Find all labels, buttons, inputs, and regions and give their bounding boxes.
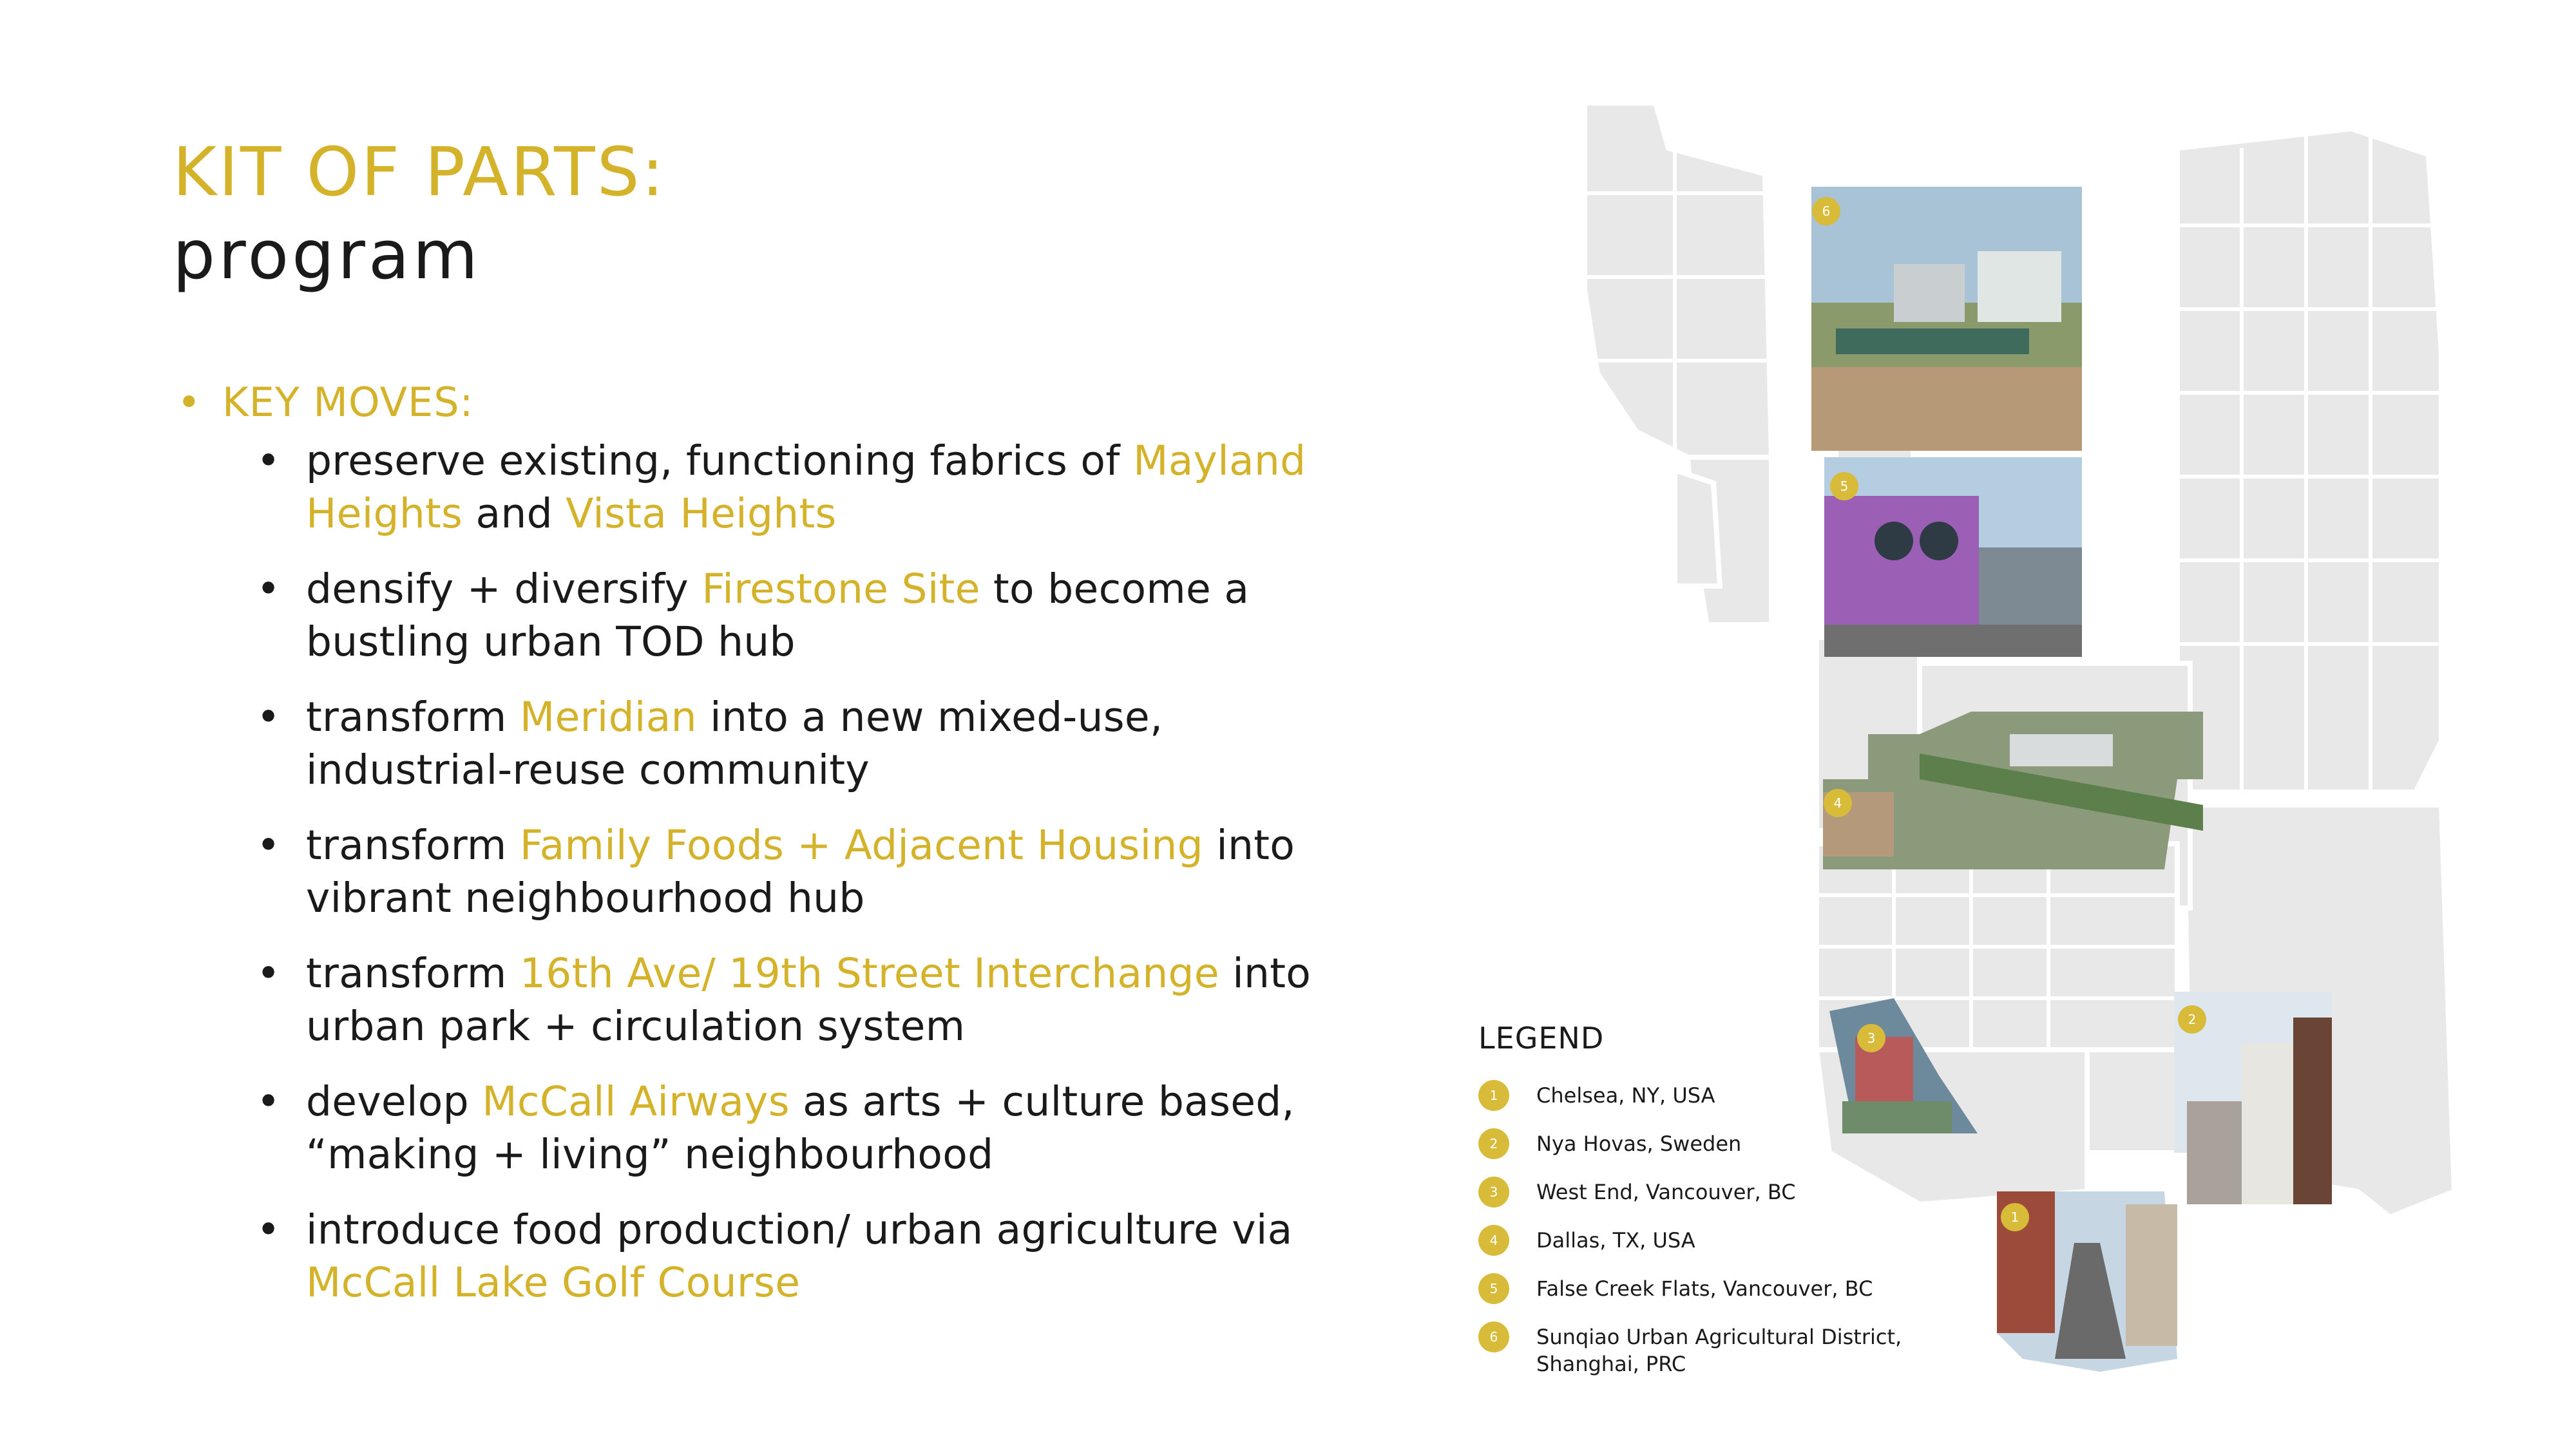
bullet-icon: • [256, 1206, 281, 1253]
svg-text:6: 6 [1822, 204, 1831, 219]
key-moves-list [251, 435, 1321, 1332]
legend [1478, 1021, 1923, 1392]
key-moves-heading: • KEY MOVES: [177, 379, 474, 426]
legend-item [1478, 1321, 1923, 1392]
legend-label: Nya Hovas, Sweden [1536, 1132, 1742, 1156]
bullet-icon: • [256, 1078, 281, 1125]
list-item: • preserve existing, functioning fabrics of Mayland Heights and Vista Heights [251, 435, 1321, 540]
photo-panel-6 [1811, 187, 2082, 451]
legend-number-badge: 1 [1478, 1080, 1509, 1111]
list-item: • introduce food production/ urban agriculture via McCall Lake Golf Course [251, 1204, 1321, 1309]
legend-number-badge: 5 [1478, 1273, 1509, 1304]
bullet-icon: • [256, 950, 281, 997]
legend-number-badge: 2 [1478, 1128, 1509, 1159]
legend-item [1478, 1273, 1923, 1321]
svg-text:4: 4 [1833, 795, 1842, 811]
list-item: • transform Family Foods + Adjacent Housing into vibrant neighbourhood hub [251, 819, 1321, 925]
legend-item [1478, 1128, 1923, 1177]
legend-title: LEGEND [1478, 1021, 1605, 1056]
bullet-icon: • [177, 379, 202, 426]
legend-label: False Creek Flats, Vancouver, BC [1536, 1276, 1873, 1301]
legend-number-badge: 6 [1478, 1321, 1509, 1352]
photo-panel-4 [1823, 712, 2203, 869]
list-item: • develop McCall Airways as arts + culture based, “making + living” neighbourhood [251, 1075, 1321, 1181]
bullet-icon: • [256, 565, 281, 612]
list-item: • transform 16th Ave/ 19th Street Interchange into urban park + circulation system [251, 947, 1321, 1053]
slide-title [173, 132, 666, 296]
svg-text:3: 3 [1867, 1030, 1876, 1046]
list-item: • densify + diversify Firestone Site to become a bustling urban TOD hub [251, 563, 1321, 668]
title-line-1: KIT OF PARTS: [173, 133, 666, 211]
svg-text:1: 1 [2010, 1209, 2019, 1225]
legend-number-badge: 3 [1478, 1177, 1509, 1208]
bullet-icon: • [256, 822, 281, 869]
legend-item [1478, 1080, 1923, 1128]
legend-label: Sunqiao Urban Agricultural District, Shanghai, PRC [1536, 1325, 1902, 1376]
legend-label: Dallas, TX, USA [1536, 1228, 1695, 1253]
legend-item [1478, 1177, 1923, 1225]
list-item: • transform Meridian into a new mixed-use, industrial-reuse community [251, 691, 1321, 797]
bullet-icon: • [256, 437, 281, 484]
title-line-2: program [173, 215, 481, 294]
bullet-icon: • [256, 694, 281, 741]
legend-label: Chelsea, NY, USA [1536, 1083, 1715, 1108]
legend-item [1478, 1225, 1923, 1273]
legend-number-badge: 4 [1478, 1225, 1509, 1256]
photo-panel-5 [1824, 457, 2082, 657]
svg-text:2: 2 [2188, 1012, 2197, 1027]
svg-text:5: 5 [1840, 478, 1849, 494]
legend-label: West End, Vancouver, BC [1536, 1180, 1796, 1204]
